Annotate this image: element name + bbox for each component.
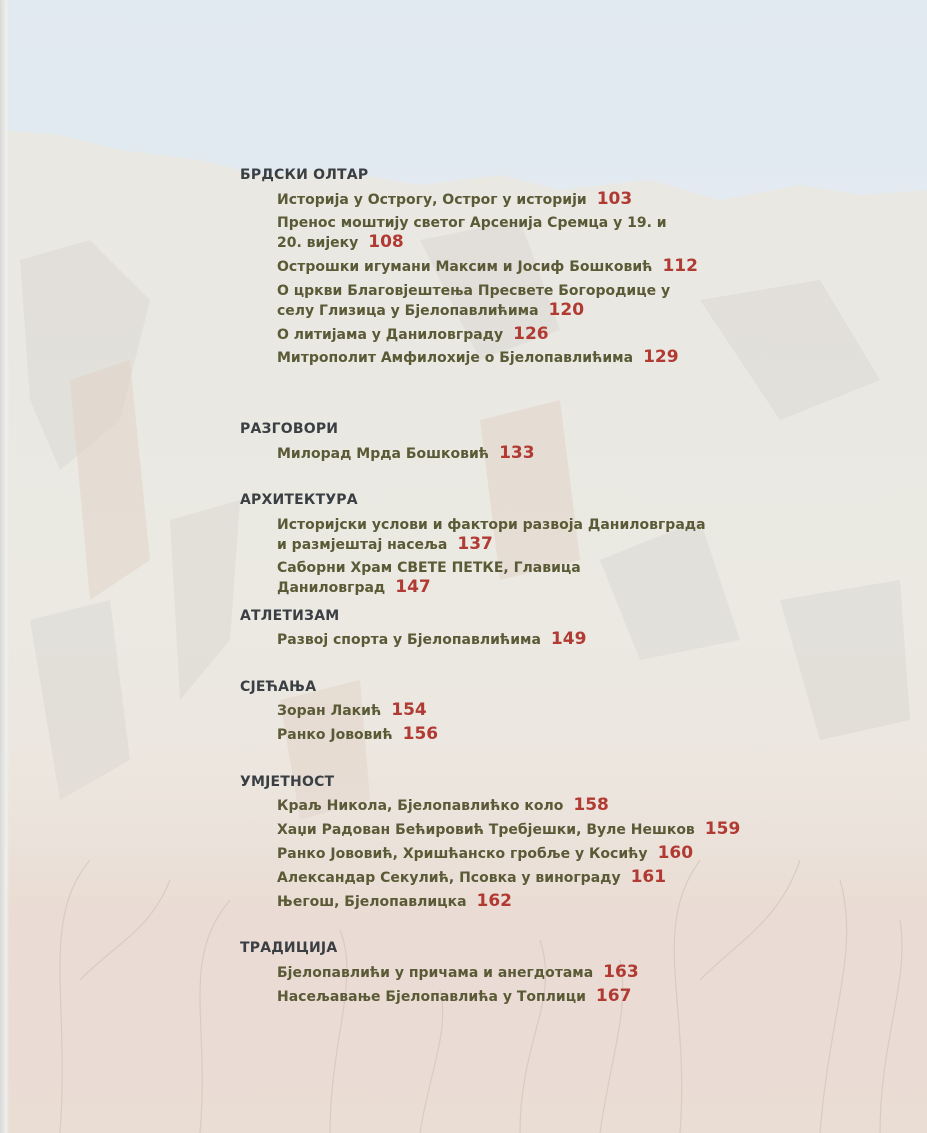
entry-page-number: 156	[402, 724, 439, 744]
entry-title: Ранко Јововић	[277, 727, 393, 743]
toc-entry	[277, 892, 717, 912]
entry-title: О цркви Благовјештења Пресвете Богородице у селу Глизица у Бјелопавлићима	[277, 283, 671, 319]
section-title: АРХИТЕКТУРА	[240, 492, 358, 508]
entry-page-number: 163	[603, 962, 639, 982]
toc-entry	[277, 325, 717, 345]
entry-title: Историјски услови и фактори развоја Даниловграда и размјештај насеља	[277, 517, 706, 553]
toc-entry	[277, 844, 717, 864]
entry-title: Насељавање Бјелопавлића у Топлици	[277, 989, 586, 1005]
section-title: РАЗГОВОРИ	[240, 421, 339, 437]
toc-entry	[277, 516, 717, 555]
entry-page-number: 147	[395, 577, 431, 597]
entry-page-number: 161	[630, 867, 667, 887]
entry-page-number: 129	[643, 347, 679, 367]
toc-entry	[277, 559, 737, 598]
entry-title: Милорад Мрда Бошковић	[277, 446, 490, 462]
entry-title: Хаџи Радован Бећировић Требјешки, Вуле Нешков	[277, 822, 695, 838]
toc-entry	[277, 282, 697, 321]
toc-entry	[277, 190, 717, 210]
entry-title: Пренос моштију светог Арсенија Сремца у 19. и 20. вијеку	[277, 215, 667, 251]
entry-page-number: 133	[499, 443, 535, 463]
entry-page-number: 149	[550, 629, 587, 649]
section-title: БРДСКИ ОЛТАР	[240, 167, 369, 183]
entry-title: Саборни Храм СВЕТЕ ПЕТКЕ, Главица Даниловград	[277, 560, 581, 596]
toc-entry	[277, 987, 717, 1007]
toc-entry	[277, 701, 717, 721]
toc-entry	[277, 796, 717, 816]
toc-entry	[277, 214, 687, 253]
entry-page-number: 120	[548, 300, 585, 320]
entry-page-number: 159	[704, 819, 741, 839]
entry-title: Митрополит Амфилохије о Бјелопавлићима	[277, 350, 634, 366]
toc-entry	[277, 868, 717, 888]
entry-title: Бјелопавлићи у причама и анегдотама	[277, 965, 594, 981]
toc-entry	[277, 444, 717, 464]
entry-page-number: 112	[662, 256, 698, 276]
toc-entry	[277, 630, 717, 650]
entry-title: Острошки игумани Максим и Јосиф Бошковић	[277, 259, 653, 275]
entry-title: Његош, Бјелопавлицка	[277, 894, 467, 910]
entry-page-number: 108	[368, 232, 404, 252]
toc-entry	[277, 348, 717, 368]
toc-entry	[277, 963, 717, 983]
section-title: ТРАДИЦИЈА	[240, 940, 338, 956]
entry-page-number: 160	[657, 843, 694, 863]
entry-title: Развој спорта у Бјелопавлићима	[277, 632, 541, 648]
toc-entry	[277, 820, 747, 840]
entry-title: Краљ Никола, Бјелопавлићко коло	[277, 798, 564, 814]
entry-page-number: 162	[476, 891, 513, 911]
entry-page-number: 103	[596, 189, 633, 209]
entry-page-number: 158	[573, 795, 609, 815]
entry-page-number: 137	[457, 534, 493, 554]
entry-title: Зоран Лакић	[277, 703, 382, 719]
section-title: УМЈЕТНОСТ	[240, 774, 335, 790]
section-title: СЈЕЋАЊА	[240, 679, 317, 695]
toc-entry	[277, 725, 717, 745]
entry-page-number: 126	[513, 324, 549, 344]
entry-page-number: 167	[595, 986, 632, 1006]
section-title: АТЛЕТИЗАМ	[240, 608, 340, 624]
entry-page-number: 154	[391, 700, 427, 720]
entry-title: Историја у Острогу, Острог у историји	[277, 192, 587, 208]
page-edge-shadow	[0, 0, 9, 1133]
entry-title: О литијама у Даниловграду	[277, 327, 504, 343]
entry-title: Александар Секулић, Псовка у винограду	[277, 870, 621, 886]
entry-title: Ранко Јововић, Хришћанско гробље у Косићу	[277, 846, 648, 862]
toc-entry	[277, 257, 717, 277]
